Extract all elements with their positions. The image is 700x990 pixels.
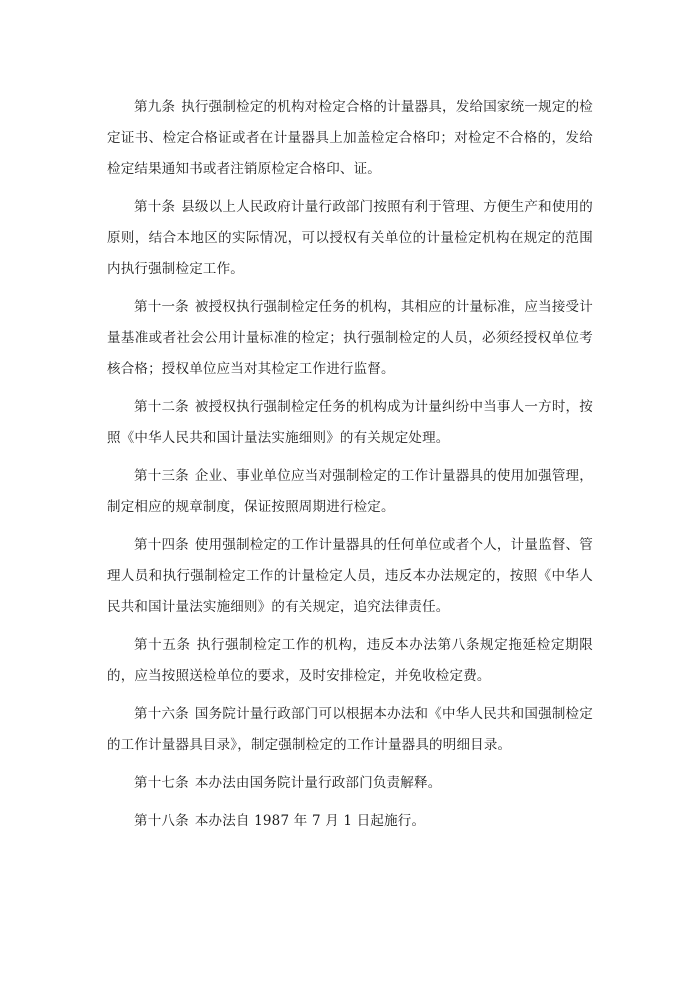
article-9 [107, 92, 593, 185]
article-number: 第十四条 [134, 537, 189, 553]
article-text: 被授权执行强制检定任务的机构成为计量纠纷中当事人一方时，按照《中华人民共和国计量法实施细则》的有关规定处理。 [107, 399, 593, 446]
article-number: 第十五条 [134, 637, 191, 653]
article-17 [107, 768, 593, 799]
article-number: 第九条 [134, 99, 176, 115]
article-text: 执行强制检定的机构对检定合格的计量器具，发给国家统一规定的检定证书、检定合格证或者在计量器具上加盖检定合格印；对检定不合格的，发给检定结果通知书或者注销原检定合格印、证。 [107, 99, 593, 177]
article-number: 第十八条 [134, 813, 189, 829]
article-13 [107, 461, 593, 523]
article-12 [107, 392, 593, 454]
article-number: 第十一条 [134, 299, 189, 315]
article-text: 执行强制检定工作的机构，违反本办法第八条规定拖延检定期限的，应当按照送检单位的要求，及时安排检定，并免收检定费。 [107, 637, 593, 684]
article-14 [107, 530, 593, 623]
article-text: 被授权执行强制检定任务的机构，其相应的计量标准，应当接受计量基准或者社会公用计量标准的检定；执行强制检定的人员，必须经授权单位考核合格；授权单位应当对其检定工作进行监督。 [107, 299, 593, 377]
article-11 [107, 292, 593, 385]
article-text: 使用强制检定的工作计量器具的任何单位或者个人，计量监督、管理人员和执行强制检定工作的计量检定人员，违反本办法规定的，按照《中华人民共和国计量法实施细则》的有关规定，追究法律责任。 [107, 537, 593, 615]
article-text: 县级以上人民政府计量行政部门按照有利于管理、方便生产和使用的原则，结合本地区的实际情况，可以授权有关单位的计量检定机构在规定的范围内执行强制检定工作。 [107, 199, 593, 277]
article-15 [107, 630, 593, 692]
article-number: 第十二条 [134, 399, 189, 415]
article-number: 第十三条 [134, 468, 189, 484]
article-text: 国务院计量行政部门可以根据本办法和《中华人民共和国强制检定的工作计量器具目录》，制定强制检定的工作计量器具的明细目录。 [107, 706, 593, 753]
article-number: 第十条 [134, 199, 176, 215]
article-text: 本办法自 1987 年 7 月 1 日起施行。 [194, 813, 426, 829]
article-16 [107, 699, 593, 761]
article-number: 第十七条 [134, 775, 189, 791]
document-body [107, 92, 593, 844]
article-18 [107, 806, 593, 837]
article-text: 企业、事业单位应当对强制检定的工作计量器具的使用加强管理，制定相应的规章制度，保证按照周期进行检定。 [107, 468, 593, 515]
article-number: 第十六条 [134, 706, 189, 722]
article-10 [107, 192, 593, 285]
article-text: 本办法由国务院计量行政部门负责解释。 [194, 775, 442, 791]
